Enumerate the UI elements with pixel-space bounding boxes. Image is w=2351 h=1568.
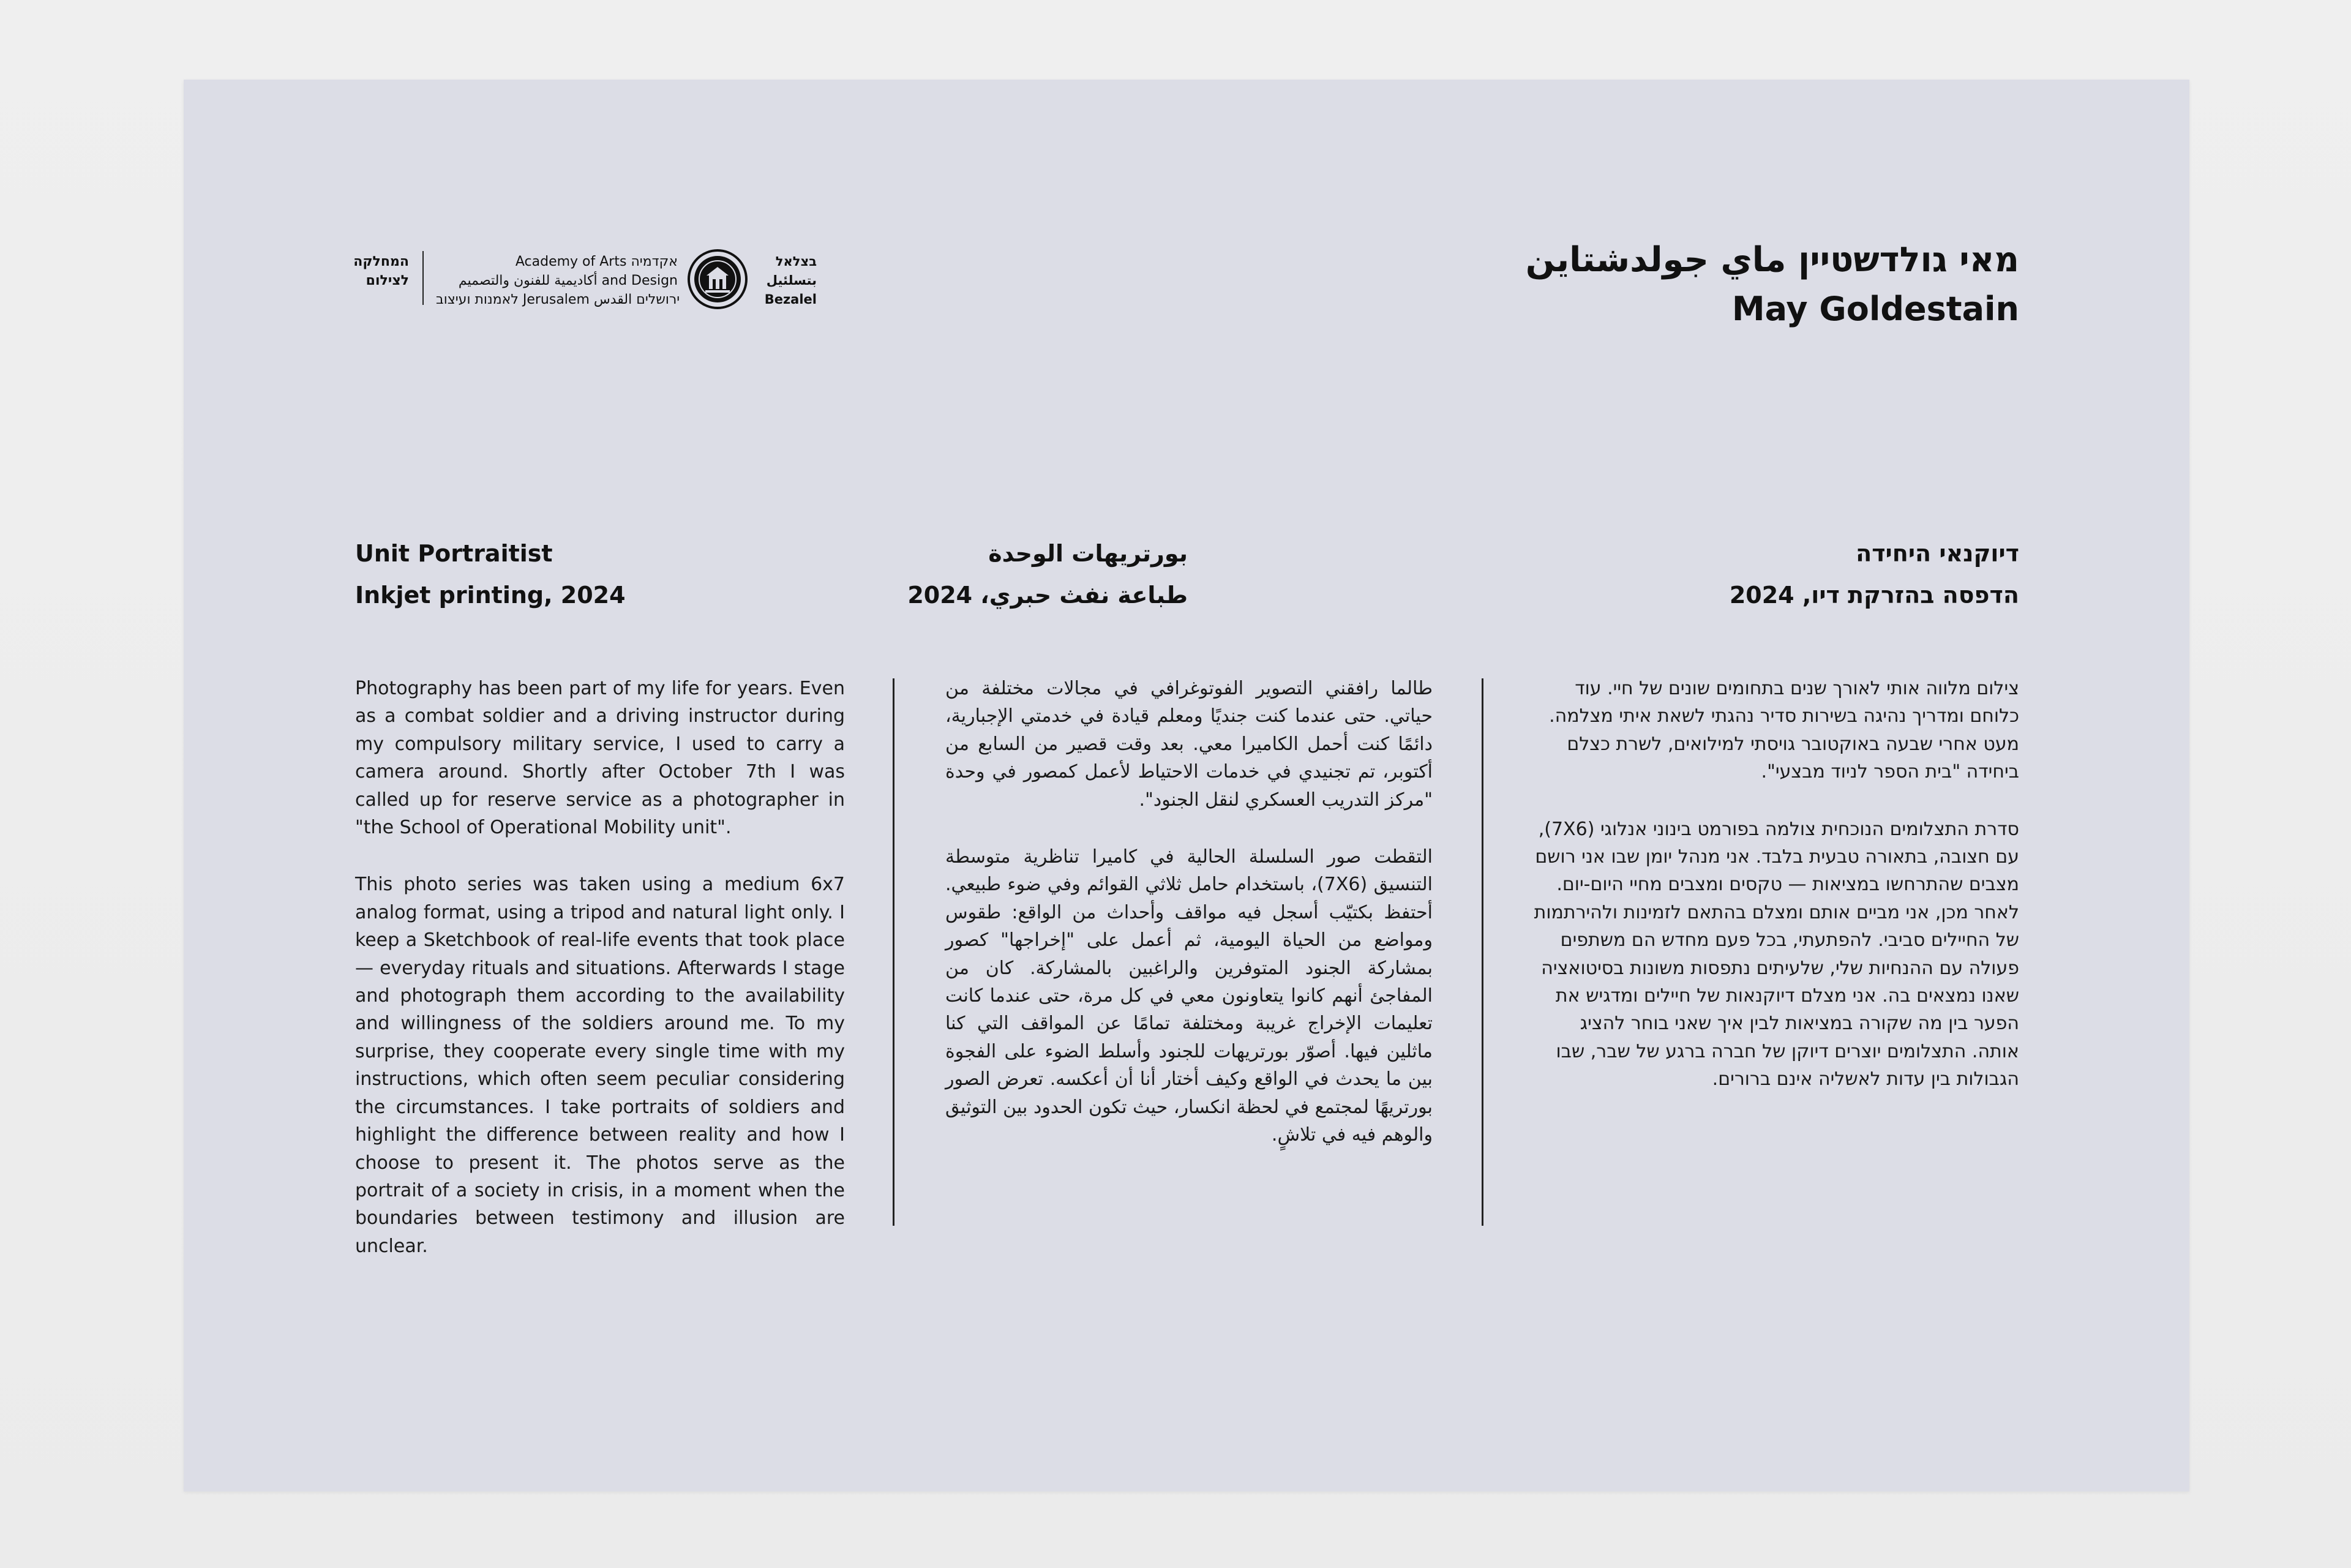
academy-label [436,252,678,309]
text-column-english [355,675,845,1289]
title-arabic [820,533,1188,616]
bezalel-line-3: Bezalel [764,292,817,307]
artist-name-english: May Goldestain [1731,290,2019,328]
department-line-2: לצילום [366,273,409,288]
title-english-name: Unit Portraitist [355,540,553,567]
academy-line-3: לאמנות ועיצוב Jerusalem ירושלים القدس [436,292,680,307]
title-hebrew [1591,533,2019,616]
column-divider-2 [1482,678,1483,1226]
title-arabic-medium: طباعة نفث حبري، 2024 [907,582,1188,609]
title-english-medium: Inkjet printing, 2024 [355,582,626,609]
hebrew-paragraph-2: סדרת התצלומים הנוכחית צולמה בפורמט בינוני אנלוגי (7X6), עם חצובה, בתאורה טבעית בלבד. אני מנהל יומן שבו אני רושם מצבים שהתרחשו במציאות — טקסים ומצבים מחיי היום-יום. לאחר מכן, אני מביים אותם ומצלם בהתאם לזמינות ולהירתמות של החיילים סביבי. להפתעתי, בכל פעם מחדש הם משתפים פעולה עם ההנחיות שלי, שלעיתים נתפסות משונות בסיטואציה שאנו נמצאים בה. אני מצלם דיוקנאות של חיילים ומדגיש את הפער בין מה שקורה במציאות לבין איך שאני בוחר להציג אותה. התצלומים יוצרים דיוקן של חברה ברגע של שבר, שבו הגבולות בין עדות לאשליה אינם ברורים. [1534,818,2019,1090]
institution-logo [350,250,846,317]
bezalel-wordmark [756,252,817,309]
title-hebrew-medium: הדפסה בהזרקת דיו, 2024 [1729,582,2019,609]
department-label [350,252,409,290]
academy-line-2: أكاديمية للفنون والتصميم and Design [458,273,678,288]
department-line-1: המחלקה [353,254,409,269]
academy-line-1: Academy of Arts אקדמיה [515,254,678,269]
text-column-hebrew [1533,675,2019,1123]
column-divider-1 [893,678,894,1226]
exhibition-label-sheet [184,80,2189,1491]
english-paragraph-2: This photo series was taken using a medium 6x7 analog format, using a tripod and natural light only. I keep a Sketchbook of real-life events that took place — everyday rituals and situations. Afterwards I stage and photograph them according to the availability and willingness of the soldiers around me. To my surprise, they cooperate every single time with my instructions, which often seem peculiar considering the circumstances. I take portraits of soldiers and highlight the difference between reality and how I choose to present it. The photos serve as the portrait of a society in crisis, in a moment when the boundaries between testimony and illusion are unclear. [355,874,845,1257]
bezalel-line-1: בצלאל [775,254,817,269]
arabic-paragraph-2: التقطت صور السلسلة الحالية في كاميرا تناظرية متوسطة التنسيق (7X6)، باستخدام حامل ثلاثي القوائم وفي ضوء طبيعي. أحتفظ بكتيّب أسجل فيه مواقف وأحداث من الواقع: طقوس ومواضع من الحياة اليومية، ثم أعمل على "إخراجها" كصور بمشاركة الجنود المتوفرين والراغبين بالمشاركة. كان من المفاجئ أنهم كانوا يتعاونون معي في كل مرة، حتى عندما كانت تعليمات الإخراج غريبة ومختلفة تمامًا عن المواقف التي كنا ماثلين فيها. أصوّر بورتريهات للجنود وأسلط الضوء على الفجوة بين ما يحدث في الواقع وكيف أختار أنا أن أعكسه. تعرض الصور بورتريهًا لمجتمع في لحظة انكسار، حيث تكون الحدود بين التوثيق والوهم فيه في تلاشٍ. [945,846,1433,1146]
title-hebrew-name: דיוקנאי היחידה [1856,540,2019,567]
title-arabic-name: بورتريهات الوحدة [988,540,1188,567]
bezalel-line-2: بتسلئيل [766,273,817,288]
text-column-arabic [945,675,1433,1179]
english-paragraph-1: Photography has been part of my life for years. Even as a combat soldier and a driving instructor during my compulsory military service, I used to carry a camera around. Shortly after October 7th I was called up for reserve service as a photographer in "the School of Operational Mobility unit". [355,678,845,839]
logo-divider [422,251,424,305]
artist-name-hebrew-arabic: מאי גולדשטיין ماي جولدشتاين [1525,240,2019,280]
arabic-paragraph-1: طالما رافقني التصوير الفوتوغرافي في مجالات مختلفة من حياتي. حتى عندما كنت جنديًا ومعلم قيادة في خدمتي الإجبارية، دائمًا كنت أحمل الكاميرا معي. بعد وقت قصير من السابع من أكتوبر، تم تجنيدي في خدمات الاحتياط لأعمل كمصور في وحدة "مركز التدريب العسكري لنقل الجنود". [945,678,1433,811]
hebrew-paragraph-1: צילום מלווה אותי לאורך שנים בתחומים שונים של חיי. עוד כלוחם ומדריך נהיגה בשירות סדיר נהגתי לשאת איתי מצלמה. מעט אחרי שבעה באוקטובר גויסתי למילואים, לשרת כצלם ביחידה "בית הספר לניוד מבצעי". [1549,678,2019,783]
bezalel-seal-icon [687,249,748,310]
